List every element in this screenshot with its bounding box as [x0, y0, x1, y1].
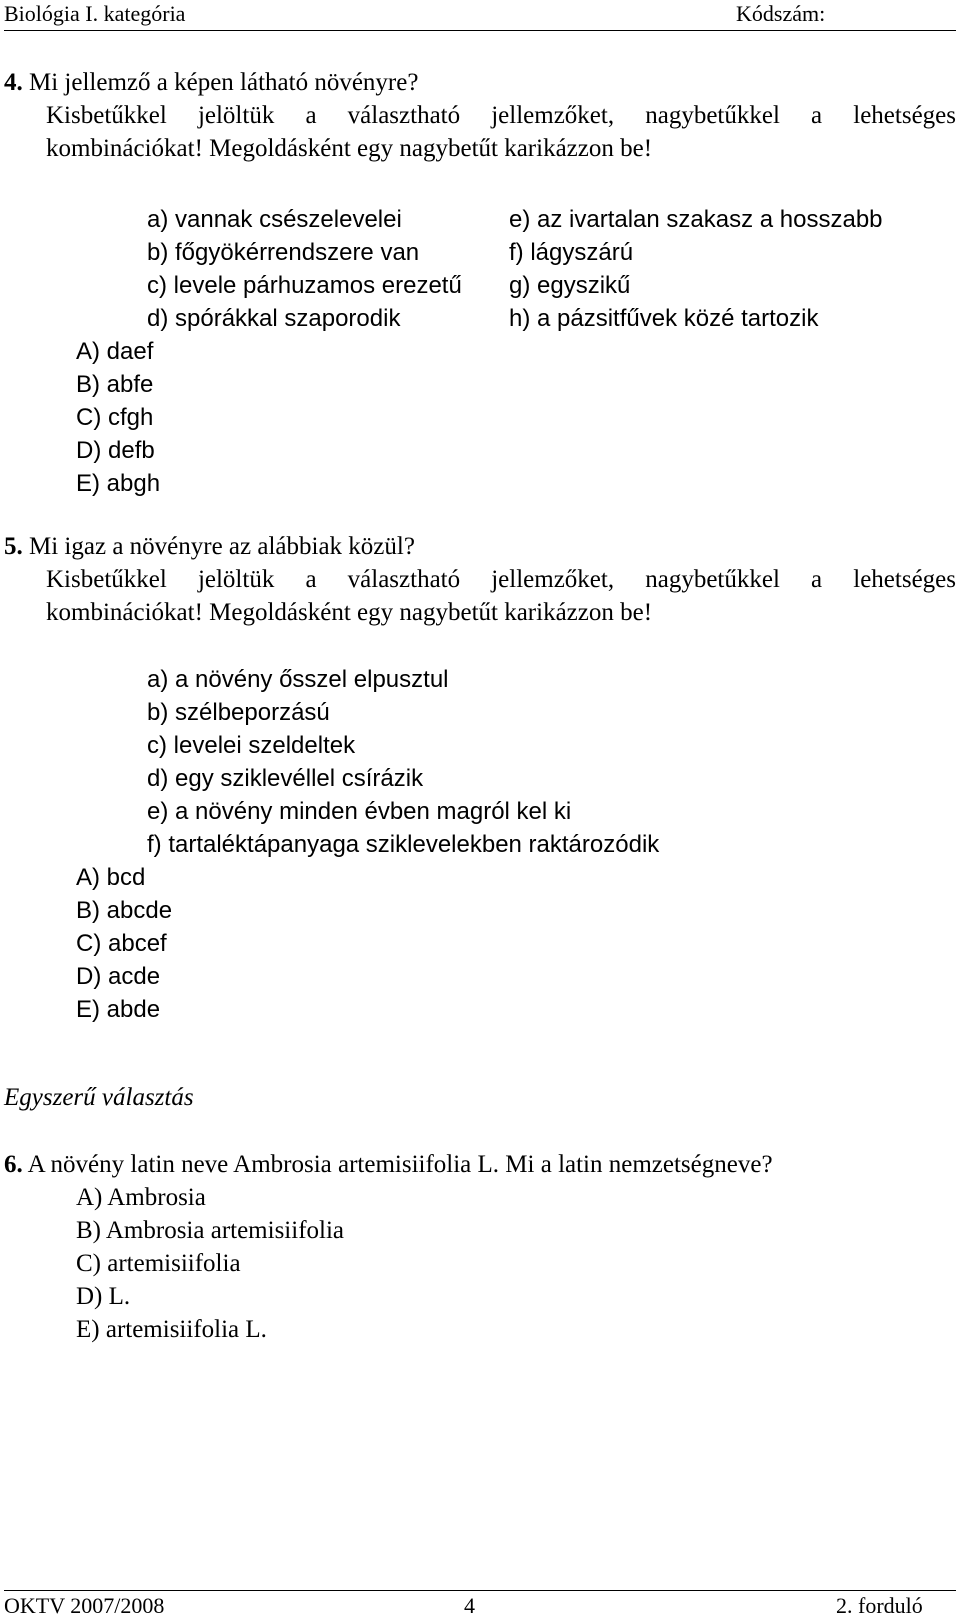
q5-answer-b[interactable]: B) abcde [76, 897, 173, 924]
question-4-instruction-line1: Kisbetűkkel jelöltük a választható jellemzőket, nagybetűkkel a lehetséges [46, 102, 956, 129]
q5-answer-e[interactable]: E) abde [76, 996, 161, 1023]
q5-answer-c[interactable]: C) abcef [76, 930, 167, 957]
q5-answer-d[interactable]: D) acde [76, 963, 161, 990]
question-5-instruction [4, 563, 956, 629]
q6-answer-c[interactable]: C) artemisiifolia [76, 1250, 241, 1277]
q4-answer-e[interactable]: E) abgh [76, 470, 161, 497]
footer-competition: OKTV 2007/2008 [4, 1593, 165, 1618]
q5-feature-a: a) a növény ősszel elpusztul [147, 666, 449, 693]
footer-page-number: 4 [464, 1593, 475, 1618]
q6-answer-d[interactable]: D) L. [76, 1283, 131, 1310]
q4-feature-g: g) egyszikű [509, 272, 631, 299]
question-5-text: Mi igaz a növényre az alábbiak közül? [29, 533, 415, 560]
question-5 [4, 530, 956, 629]
q5-answer-a[interactable]: A) bcd [76, 864, 146, 891]
q5-feature-c: c) levelei szeldeltek [147, 732, 356, 759]
q4-feature-f: f) lágyszárú [509, 239, 634, 266]
question-4-instruction [4, 99, 956, 165]
q5-feature-f: f) tartaléktápanyaga sziklevelekben raktározódik [147, 831, 660, 858]
page-header [4, 0, 956, 31]
header-category: Biológia I. kategória [4, 1, 186, 26]
q5-feature-e: e) a növény minden évben magról kel ki [147, 798, 572, 825]
page-footer [4, 1590, 956, 1621]
question-5-instruction-line1: Kisbetűkkel jelöltük a választható jellemzőket, nagybetűkkel a lehetséges [46, 566, 956, 593]
question-6-title [4, 1148, 956, 1181]
footer-round: 2. forduló [836, 1593, 923, 1618]
question-5-number: 5. [4, 533, 23, 560]
question-4 [4, 66, 956, 165]
q4-answer-a[interactable]: A) daef [76, 338, 154, 365]
q6-answer-a[interactable]: A) Ambrosia [76, 1184, 206, 1211]
q4-answer-c[interactable]: C) cfgh [76, 404, 154, 431]
q4-feature-e: e) az ivartalan szakasz a hosszabb [509, 206, 883, 233]
q5-feature-d: d) egy sziklevéllel csírázik [147, 765, 424, 792]
question-5-instruction-line2: kombinációkat! Megoldásként egy nagybetűt karikázzon be! [46, 599, 653, 626]
question-4-text: Mi jellemző a képen látható növényre? [29, 69, 419, 96]
question-5-title [4, 530, 956, 563]
section-title-simple-choice: Egyszerű választás [4, 1084, 194, 1111]
q4-feature-b: b) főgyökérrendszere van [147, 239, 420, 266]
q4-answer-b[interactable]: B) abfe [76, 371, 154, 398]
question-6-text: A növény latin neve Ambrosia artemisiifolia L. Mi a latin nemzetségneve? [27, 1151, 773, 1178]
question-4-number: 4. [4, 69, 23, 96]
question-6-number: 6. [4, 1151, 23, 1178]
q4-answer-d[interactable]: D) defb [76, 437, 155, 464]
question-4-title [4, 66, 956, 99]
question-6 [4, 1148, 956, 1181]
question-4-instruction-line2: kombinációkat! Megoldásként egy nagybetűt karikázzon be! [46, 135, 653, 162]
q4-feature-h: h) a pázsitfűvek közé tartozik [509, 305, 819, 332]
q5-feature-b: b) szélbeporzású [147, 699, 330, 726]
q4-feature-c: c) levele párhuzamos erezetű [147, 272, 462, 299]
q6-answer-e[interactable]: E) artemisiifolia L. [76, 1316, 267, 1343]
q4-feature-d: d) spórákkal szaporodik [147, 305, 401, 332]
q6-answer-b[interactable]: B) Ambrosia artemisiifolia [76, 1217, 345, 1244]
header-code-label: Kódszám: [736, 1, 826, 26]
q4-feature-a: a) vannak csészelevelei [147, 206, 402, 233]
